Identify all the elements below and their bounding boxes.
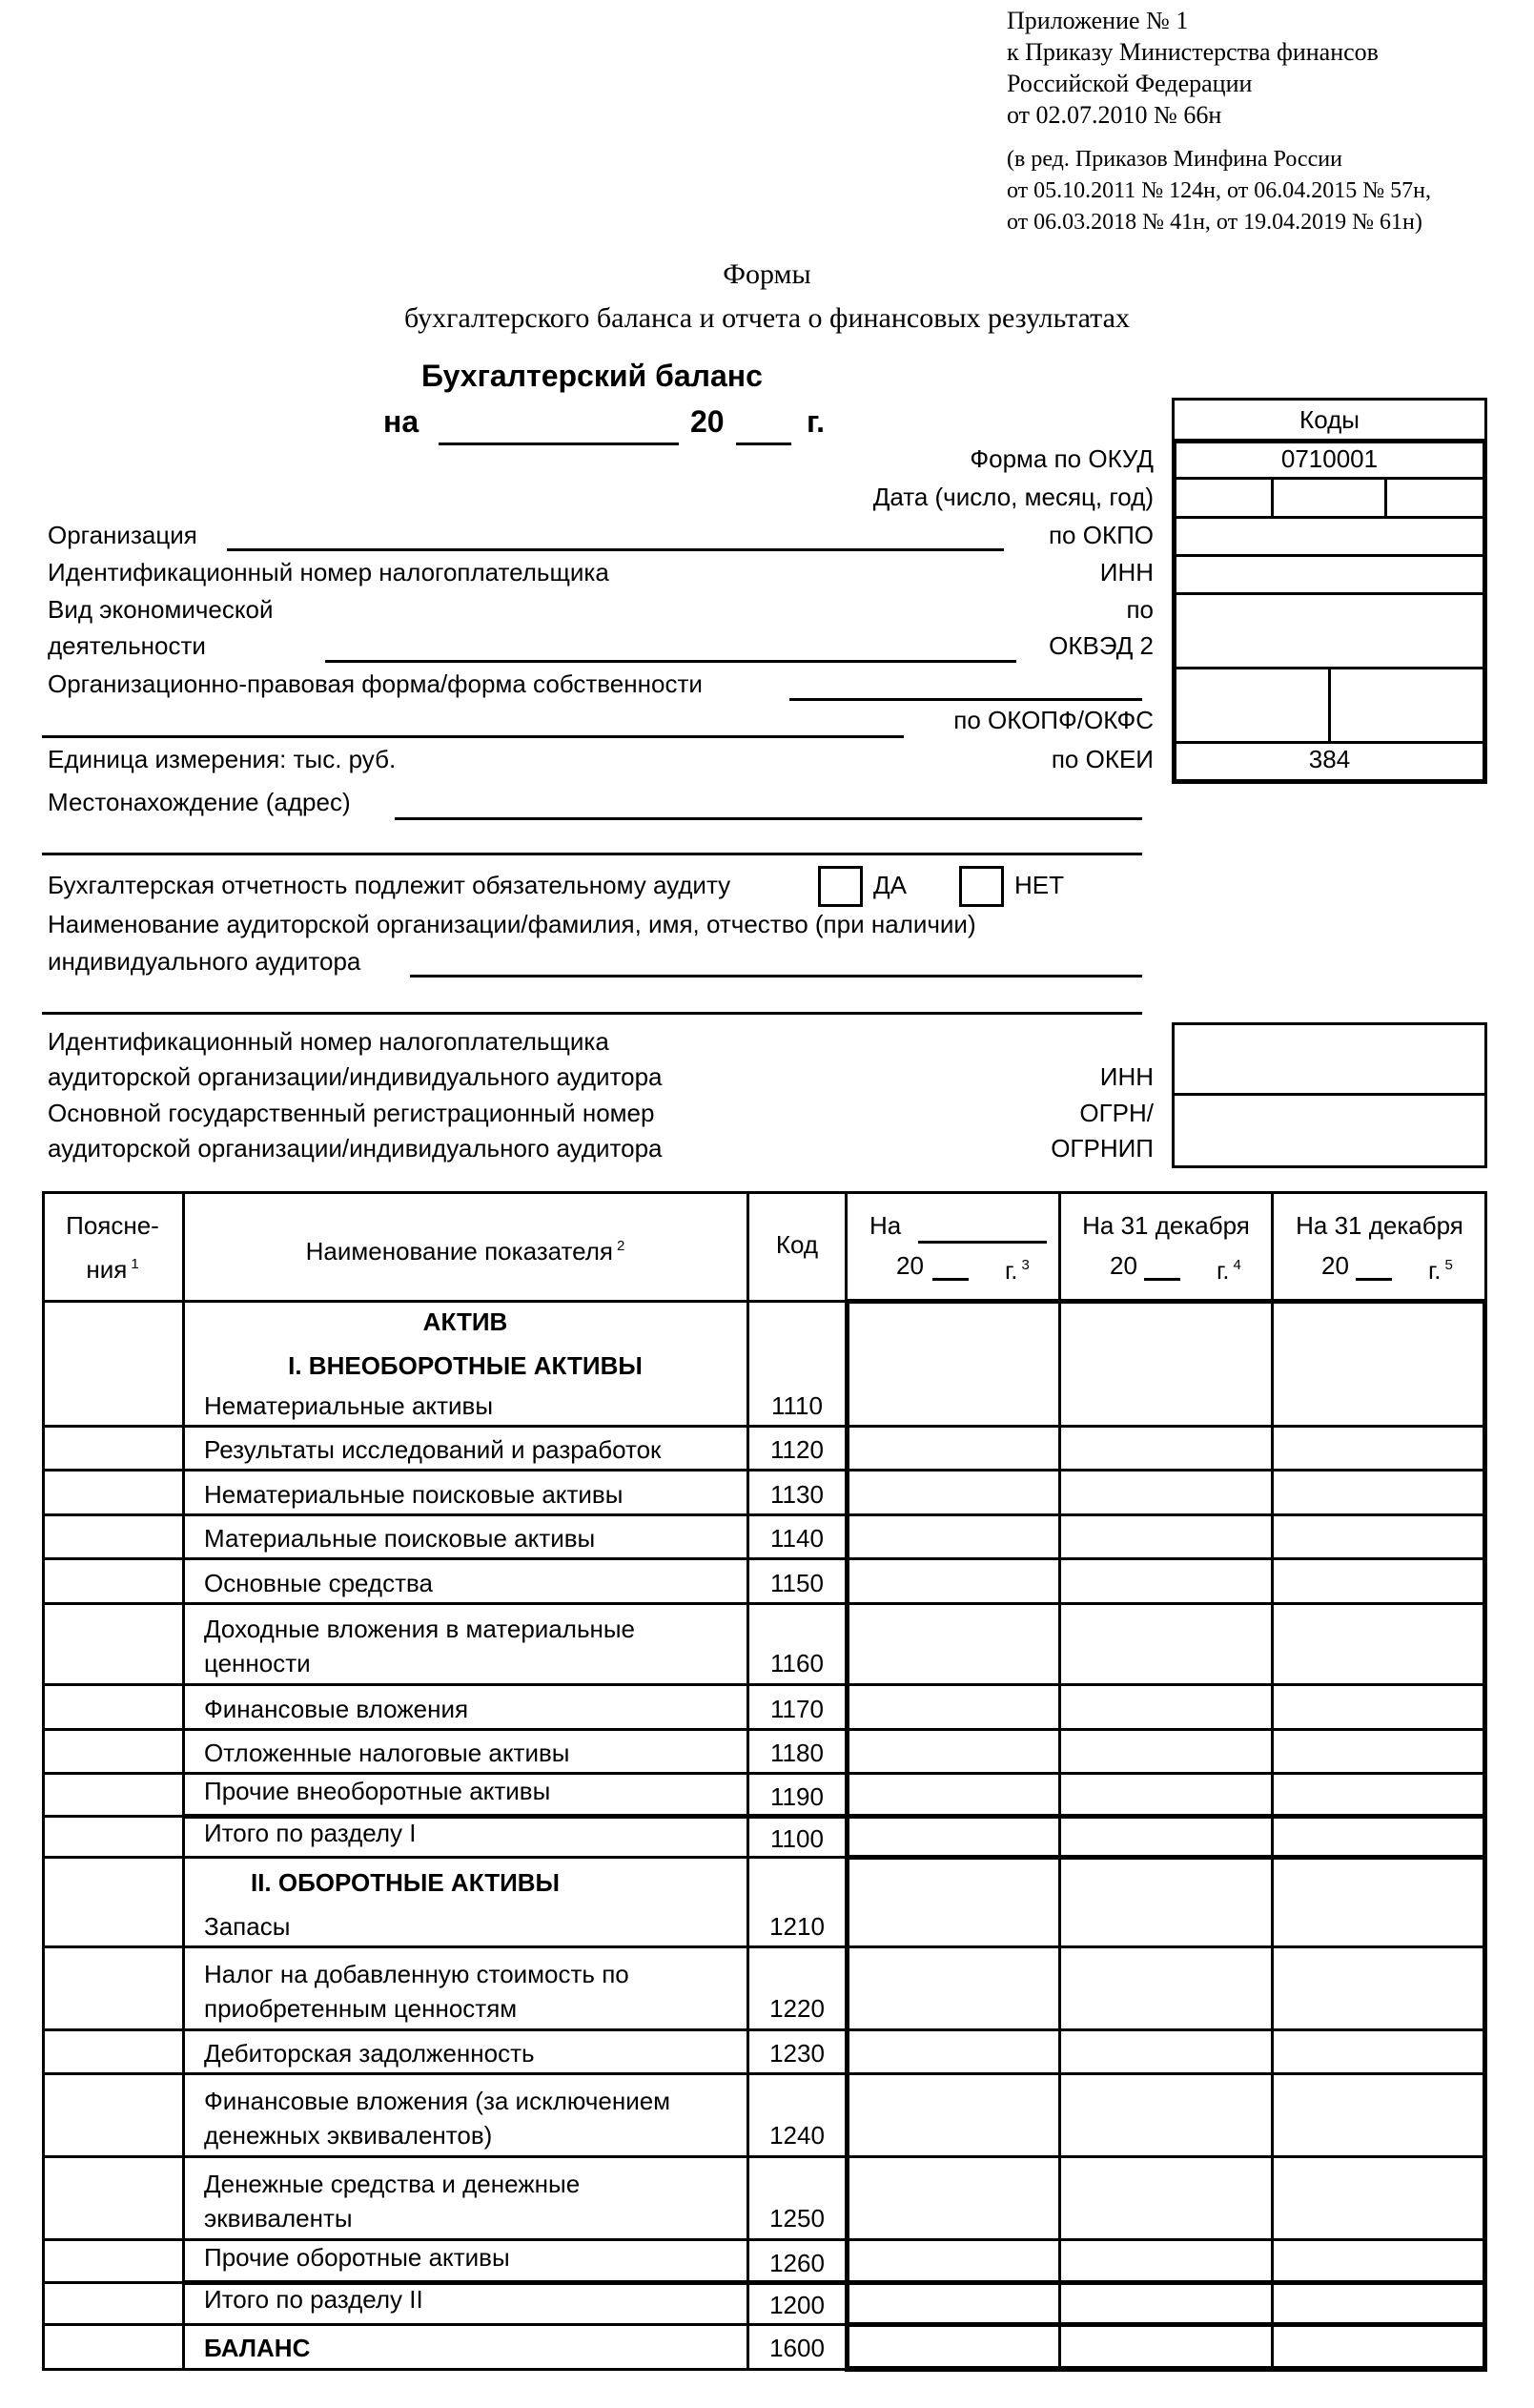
row-name: Материальные поисковые активы — [204, 1524, 596, 1553]
row-name: Прочие внеоборотные активы — [204, 1777, 551, 1805]
divider — [1172, 592, 1487, 595]
row-code: 1170 — [770, 1695, 824, 1723]
row-divider — [42, 2028, 1487, 2031]
date-month-cell[interactable] — [1276, 482, 1382, 514]
footnote-ref: 3 — [1021, 1257, 1030, 1273]
row-code: 1260 — [769, 2249, 825, 2277]
row-code: 1160 — [770, 1649, 824, 1677]
row-divider — [42, 1513, 1487, 1516]
year-prefix: 20 — [690, 404, 725, 439]
legal-form-input-line[interactable] — [789, 698, 1142, 701]
okpo-cell[interactable] — [1178, 521, 1481, 553]
row-divider-thick — [845, 2366, 1487, 2372]
row-code: 1600 — [769, 2334, 825, 2362]
row-code: 1200 — [769, 2291, 825, 2319]
row-code: 1120 — [770, 1435, 824, 1464]
inn-label: Идентификационный номер налогоплательщика — [48, 558, 609, 587]
legal-form-label: Организационно-правовая форма/форма собственности — [48, 669, 703, 698]
col-notes-header-1: Поясне- — [66, 1211, 159, 1240]
col-name-header-text: Наименование показателя — [305, 1237, 614, 1266]
activity-label-2: деятельности — [48, 631, 206, 660]
okfs-cell[interactable] — [1333, 671, 1481, 740]
auditor-inn-label-2: аудиторской организации/индивидуального аудитора — [48, 1062, 663, 1091]
activity-label-1: Вид экономической — [48, 595, 274, 624]
divider — [1172, 516, 1487, 519]
audit-yes-checkbox[interactable] — [818, 866, 863, 907]
col1-header-line1: На — [869, 1211, 902, 1240]
audit-yes-label: ДА — [873, 871, 907, 899]
auditor-name-label-2: индивидуального аудитора — [48, 947, 361, 976]
col2-header-line1: На 31 декабря — [1082, 1211, 1250, 1240]
divider — [1271, 477, 1274, 517]
row-divider — [42, 2155, 1487, 2158]
footnote-ref: 5 — [1444, 1257, 1453, 1273]
col1-year-line[interactable] — [932, 1278, 969, 1281]
auditor-ogrn-label-2: аудиторской организации/индивидуального аудитора — [48, 1134, 663, 1163]
row-code: 1100 — [770, 1824, 824, 1853]
col-name-header — [183, 1232, 747, 1266]
auditor-inn-code-label: ИНН — [1099, 1062, 1154, 1091]
date-year-cell[interactable] — [1389, 482, 1481, 514]
footnote-ref: 2 — [617, 1238, 625, 1254]
divider — [1384, 477, 1387, 517]
organization-input-line[interactable] — [227, 548, 1004, 551]
year-suffix: г. — [1428, 1256, 1442, 1285]
auditor-ogrn-code-label-1: ОГРН/ — [1079, 1099, 1154, 1127]
auditor-name-input-line-2[interactable] — [42, 1012, 1142, 1015]
value-column-prior-year[interactable] — [1275, 1304, 1483, 2364]
col1-year-suffix — [1005, 1251, 1030, 1285]
row-name: Нематериальные поисковые активы — [204, 1480, 624, 1509]
organization-label: Организация — [48, 521, 197, 549]
row-name: Прочие оборотные активы — [204, 2243, 510, 2272]
row-divider — [42, 2281, 183, 2284]
footnote-ref: 4 — [1233, 1257, 1241, 1273]
divider — [1058, 1191, 1061, 2371]
row-code: 1250 — [769, 2204, 825, 2233]
row-code: 1240 — [769, 2121, 825, 2150]
auditor-inn-cell[interactable] — [1176, 1027, 1483, 1092]
address-input-line-2[interactable] — [42, 853, 1142, 855]
okved-label-2: ОКВЭД 2 — [1049, 631, 1154, 660]
row-divider — [42, 1815, 183, 1818]
forms-subtitle: бухгалтерского баланса и отчета о финансовых результатах — [404, 302, 1130, 334]
col3-header-line1: На 31 декабря — [1296, 1211, 1463, 1240]
col-code-header: Код — [775, 1230, 819, 1259]
row-code: 1220 — [769, 1994, 825, 2023]
okud-label: Форма по ОКУД — [970, 444, 1154, 473]
col2-year-line[interactable] — [1144, 1278, 1180, 1281]
row-name: Итого по разделу I — [204, 1819, 417, 1847]
row-divider — [42, 1683, 1487, 1686]
row-name: Отложенные налоговые активы — [204, 1739, 570, 1767]
okpo-label: по ОКПО — [1048, 521, 1154, 549]
row-name: БАЛАНС — [204, 2334, 311, 2362]
divider — [1172, 554, 1487, 557]
divider — [1172, 1093, 1487, 1096]
amendment-line: от 05.10.2011 № 124н, от 06.04.2015 № 57н, — [1007, 178, 1431, 203]
appendix-line: от 02.07.2010 № 66н — [1007, 101, 1222, 129]
auditor-name-label-1: Наименование аудиторской организации/фамилия, имя, отчество (при наличии) — [48, 910, 976, 938]
col3-year-suffix — [1428, 1251, 1453, 1285]
row-divider — [42, 1945, 1487, 1948]
section-1-heading: I. ВНЕОБОРОТНЫЕ АКТИВЫ — [288, 1351, 643, 1380]
page-title: Бухгалтерский баланс — [421, 359, 763, 393]
forms-title: Формы — [723, 258, 811, 290]
col3-year: 20 — [1321, 1251, 1349, 1280]
row-code: 1210 — [769, 1912, 825, 1941]
section-asset-heading: АКТИВ — [422, 1307, 508, 1336]
activity-input-line[interactable] — [325, 660, 1016, 663]
amendment-line: (в ред. Приказов Минфина России — [1007, 147, 1342, 172]
year-input-line[interactable] — [736, 442, 791, 445]
divider — [1271, 1191, 1274, 2371]
row-code: 1230 — [769, 2039, 825, 2068]
section-2-heading: II. ОБОРОТНЫЕ АКТИВЫ — [250, 1868, 561, 1897]
audit-no-label: НЕТ — [1014, 871, 1064, 899]
row-code: 1180 — [770, 1739, 824, 1767]
year-suffix: г. — [1005, 1256, 1018, 1285]
auditor-name-input-line[interactable] — [410, 975, 1142, 978]
col3-year-line[interactable] — [1356, 1278, 1392, 1281]
row-name: Финансовые вложения (за исключением денежных эквивалентов) — [204, 2087, 671, 2150]
auditor-inn-label-1: Идентификационный номер налогоплательщика — [48, 1027, 609, 1056]
row-divider — [42, 1425, 1487, 1428]
row-divider — [42, 2323, 845, 2326]
okopf-label: по ОКОПФ/ОКФС — [953, 706, 1154, 734]
row-divider — [42, 1469, 1487, 1472]
row-name: Нематериальные активы — [204, 1391, 494, 1420]
codes-header: Коды — [1299, 405, 1360, 434]
row-name: Доходные вложения в материальные ценности — [204, 1615, 635, 1677]
row-name: Запасы — [204, 1912, 291, 1941]
address-input-line[interactable] — [395, 817, 1142, 820]
col2-year-suffix — [1217, 1251, 1241, 1285]
row-code: 1150 — [770, 1569, 824, 1597]
inn-cell[interactable] — [1178, 559, 1481, 591]
row-name: Финансовые вложения — [204, 1695, 469, 1723]
year-suffix: г. — [1217, 1256, 1230, 1285]
col1-date-line[interactable] — [918, 1241, 1047, 1244]
date-label: Дата (число, месяц, год) — [872, 483, 1154, 511]
okopf-cell[interactable] — [1178, 671, 1327, 740]
row-name: Налог на добавленную стоимость по приобретенным ценностям — [204, 1960, 629, 2023]
okei-value: 384 — [1308, 745, 1351, 773]
col-notes-header-text: ния — [86, 1255, 128, 1284]
row-divider — [42, 1856, 845, 1859]
okved-label-1: по — [1126, 595, 1154, 624]
row-divider — [42, 2072, 1487, 2075]
divider — [1328, 667, 1331, 743]
col1-year: 20 — [896, 1251, 924, 1280]
col-notes-header-2 — [42, 1250, 183, 1284]
date-day-cell[interactable] — [1178, 482, 1270, 514]
row-divider — [42, 1728, 1487, 1731]
inn-code-label: ИНН — [1099, 558, 1154, 587]
year-suffix: г. — [807, 404, 826, 439]
auditor-ogrn-label-1: Основной государственный регистрационный номер — [48, 1099, 655, 1127]
footnote-ref: 1 — [131, 1256, 139, 1272]
value-column-prev-year[interactable] — [1062, 1304, 1270, 2364]
legal-form-input-line-2[interactable] — [42, 735, 904, 738]
row-name: Основные средства — [204, 1569, 433, 1597]
auditor-ogrn-code-label-2: ОГРНИП — [1051, 1134, 1154, 1163]
address-label: Местонахождение (адрес) — [48, 788, 351, 816]
appendix-line: Приложение № 1 — [1007, 7, 1189, 34]
row-code: 1130 — [770, 1480, 824, 1509]
unit-label: Единица измерения: тыс. руб. — [48, 745, 397, 773]
divider — [1172, 477, 1487, 480]
row-name: Результаты исследований и разработок — [204, 1435, 662, 1464]
date-input-line[interactable] — [439, 442, 679, 445]
row-name: Дебиторская задолженность — [204, 2039, 535, 2068]
col2-year: 20 — [1110, 1251, 1137, 1280]
date-prefix: на — [383, 404, 419, 439]
row-code: 1110 — [771, 1391, 823, 1420]
auditor-ogrn-cell[interactable] — [1176, 1098, 1483, 1164]
divider — [42, 1300, 845, 1303]
audit-no-checkbox[interactable] — [959, 866, 1004, 907]
value-column-current[interactable] — [849, 1304, 1057, 2364]
row-code: 1140 — [770, 1524, 824, 1553]
row-divider — [42, 1557, 1487, 1560]
amendment-line: от 06.03.2018 № 41н, от 19.04.2019 № 61н) — [1007, 210, 1422, 235]
row-code: 1190 — [770, 1782, 824, 1811]
row-name: Денежные средства и денежные эквиваленты — [204, 2170, 581, 2233]
appendix-line: к Приказу Министерства финансов — [1007, 38, 1379, 66]
audit-question: Бухгалтерская отчетность подлежит обязательному аудиту — [48, 871, 731, 899]
row-divider — [42, 1602, 1487, 1605]
okei-label: по ОКЕИ — [1051, 745, 1154, 773]
okud-value: 0710001 — [1280, 444, 1379, 473]
appendix-line: Российской Федерации — [1007, 70, 1253, 97]
okved-cell[interactable] — [1178, 597, 1481, 666]
row-name: Итого по разделу II — [204, 2285, 423, 2314]
